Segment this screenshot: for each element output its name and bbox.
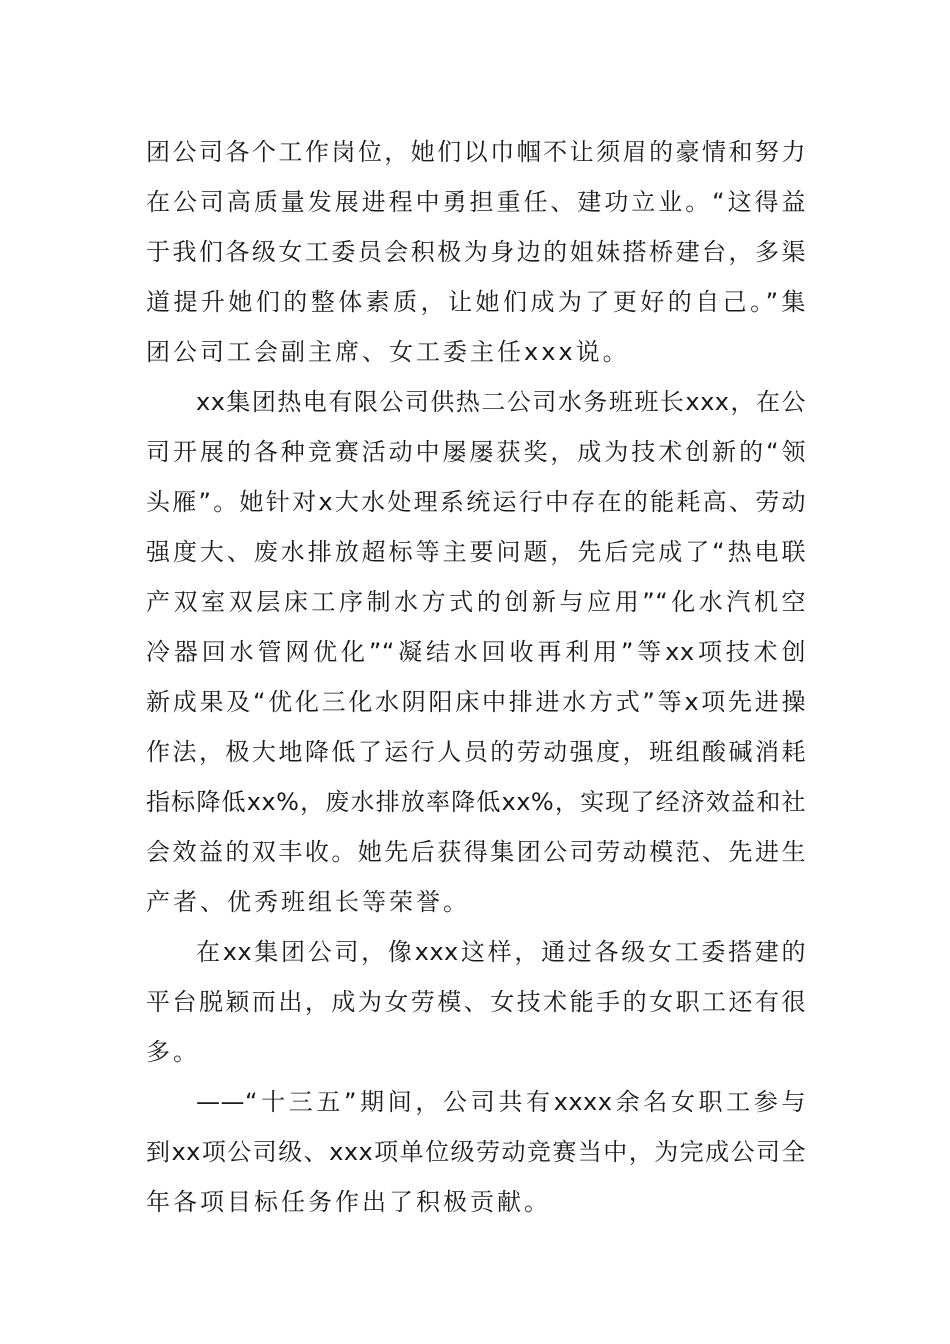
text-line: ——“十三五”期间，公司共有xxxx余名女职工参与	[196, 1088, 806, 1116]
text-line: 于我们各级女工委员会积极为身边的姐妹搭桥建台，多渠	[146, 238, 806, 266]
text-line: 团公司工会副主席、女工委主任xxx说。	[146, 338, 630, 366]
text-line: 产双室双层床工序制水方式的创新与应用”“化水汽机空	[146, 588, 806, 616]
text-line: 道提升她们的整体素质，让她们成为了更好的自己。”集	[146, 288, 806, 316]
text-line: 在xx集团公司，像xxx这样，通过各级女工委搭建的	[196, 938, 806, 966]
text-line: 指标降低xx%，废水排放率降低xx%，实现了经济效益和社	[146, 788, 806, 816]
text-line: 产者、优秀班组长等荣誉。	[146, 888, 470, 916]
text-line: 强度大、废水排放超标等主要问题，先后完成了“热电联	[146, 538, 806, 566]
text-line: 多。	[146, 1038, 200, 1066]
text-line: 年各项目标任务作出了积极贡献。	[146, 1188, 551, 1216]
text-line: 团公司各个工作岗位，她们以巾帼不让须眉的豪情和努力	[146, 138, 806, 166]
text-line: 新成果及“优化三化水阴阳床中排进水方式”等x项先进操	[146, 688, 806, 716]
text-line: 到xx项公司级、xxx项单位级劳动竞赛当中，为完成公司全	[146, 1138, 806, 1166]
text-line: 平台脱颖而出，成为女劳模、女技术能手的女职工还有很	[146, 988, 806, 1016]
text-line: 会效益的双丰收。她先后获得集团公司劳动模范、先进生	[146, 838, 806, 866]
text-line: xx集团热电有限公司供热二公司水务班班长xxx，在公	[196, 388, 806, 416]
text-line: 头雁”。她针对x大水处理系统运行中存在的能耗高、劳动	[146, 488, 806, 516]
text-line: 在公司高质量发展进程中勇担重任、建功立业。“这得益	[146, 188, 806, 216]
text-line: 作法，极大地降低了运行人员的劳动强度，班组酸碱消耗	[146, 738, 806, 766]
text-line: 司开展的各种竞赛活动中屡屡获奖，成为技术创新的“领	[146, 438, 806, 466]
text-line: 冷器回水管网优化”“凝结水回收再利用”等xx项技术创	[146, 638, 806, 666]
